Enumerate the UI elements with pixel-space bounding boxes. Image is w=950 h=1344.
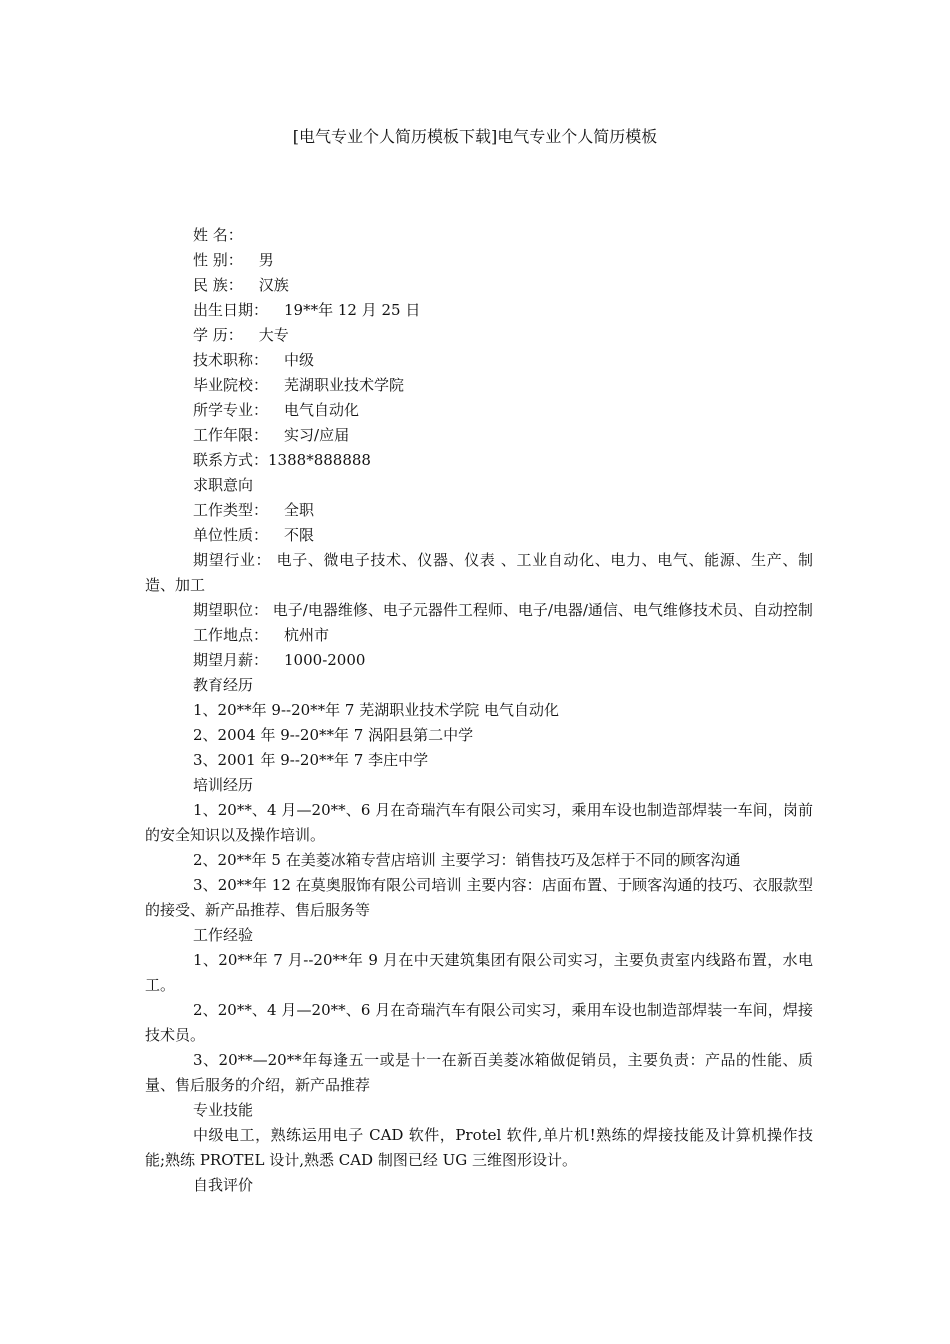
profile-row-title [145, 348, 813, 373]
section-heading-education: 教育经历 [193, 676, 254, 694]
intent-value: 1000-2000 [284, 651, 366, 669]
profile-row-school [145, 373, 813, 398]
skills-text: 中级电工，熟练运用电子 CAD 软件，Protel 软件,单片机!熟练的焊接技能及计算机操作技能;熟练 PROTEL 设计,熟悉 CAD 制图已经 UG 三维图形设计。 [145, 1126, 813, 1169]
profile-value: 电气自动化 [284, 401, 360, 419]
intent-row-job-type [145, 498, 813, 523]
intent-position: 期望职位： 电子/电器维修、电子元器件工程师、电子/电器/通信、电气维修技术员、自动控制 [193, 601, 813, 619]
profile-label: 性 别： [193, 251, 243, 269]
intent-industry: 期望行业： 电子、微电子技术、仪器、仪表 、工业自动化、电力、电气、能源、生产、制造、加工 [145, 551, 813, 594]
profile-label: 出生日期： [193, 301, 269, 319]
training-item: 3、20**年 12 在莫奥服饰有限公司培训 主要内容：店面布置、于顾客沟通的技巧、衣服款型的接受、新产品推荐、售后服务等 [145, 876, 813, 919]
profile-row-years [145, 423, 813, 448]
intent-row-location [145, 623, 813, 648]
education-item: 3、2001 年 9--20**年 7 李庄中学 [193, 751, 429, 769]
section-heading-training: 培训经历 [193, 776, 254, 794]
document-title: [电气专业个人简历模板下载]电气专业个人简历模板 [292, 127, 658, 146]
profile-label: 所学专业： [193, 401, 269, 419]
profile-value: 中级 [284, 351, 315, 369]
profile-value: 汉族 [258, 276, 289, 294]
section-heading-self-eval: 自我评价 [193, 1176, 254, 1194]
profile-label: 技术职称： [193, 351, 269, 369]
profile-row-gender [145, 248, 813, 273]
profile-row-ethnicity [145, 273, 813, 298]
profile-label: 学 历： [193, 326, 243, 344]
work-item: 2、20**、4 月—20**、6 月在奇瑞汽车有限公司实习，乘用车设也制造部焊装一车间，焊接技术员。 [145, 1001, 813, 1044]
profile-row-birthdate [145, 298, 813, 323]
profile-label: 毕业院校： [193, 376, 269, 394]
resume-body [145, 223, 813, 1198]
work-item: 1、20**年 7 月--20**年 9 月在中天建筑集团有限公司实习，主要负责室内线路布置，水电工。 [145, 951, 813, 994]
profile-row-name [145, 223, 813, 248]
profile-row-education-level [145, 323, 813, 348]
profile-value: 大专 [258, 326, 289, 344]
work-item: 3、20**—20**年每逢五一或是十一在新百美菱冰箱做促销员，主要负责：产品的性能、质量、售后服务的介绍，新产品推荐 [145, 1051, 813, 1094]
intent-label: 期望月薪： [193, 651, 269, 669]
profile-label: 联系方式： [193, 451, 269, 469]
intent-value: 全职 [284, 501, 315, 519]
profile-label: 姓 名： [193, 226, 243, 244]
profile-label: 工作年限： [193, 426, 269, 444]
profile-row-major [145, 398, 813, 423]
intent-row-unit-type [145, 523, 813, 548]
intent-value: 不限 [284, 526, 315, 544]
profile-value: 男 [258, 251, 274, 269]
intent-label: 单位性质： [193, 526, 269, 544]
intent-label: 工作地点： [193, 626, 269, 644]
education-item: 1、20**年 9--20**年 7 芜湖职业技术学院 电气自动化 [193, 701, 560, 719]
profile-value: 1388*888888 [268, 451, 371, 469]
education-item: 2、2004 年 9--20**年 7 涡阳县第二中学 [193, 726, 474, 744]
profile-label: 民 族： [193, 276, 243, 294]
section-heading-work: 工作经验 [193, 926, 254, 944]
intent-row-salary [145, 648, 813, 673]
profile-row-contact [145, 448, 813, 473]
section-heading-intent: 求职意向 [193, 476, 254, 494]
section-heading-skills: 专业技能 [193, 1101, 254, 1119]
training-item: 1、20**、4 月—20**、6 月在奇瑞汽车有限公司实习，乘用车设也制造部焊装一车间，岗前的安全知识以及操作培训。 [145, 801, 813, 844]
profile-value: 实习/应届 [284, 426, 350, 444]
intent-value: 杭州市 [284, 626, 330, 644]
profile-value: 芜湖职业技术学院 [284, 376, 405, 394]
intent-label: 工作类型： [193, 501, 269, 519]
training-item: 2、20**年 5 在美菱冰箱专营店培训 主要学习：销售技巧及怎样于不同的顾客沟通 [193, 851, 741, 869]
profile-value: 19**年 12 月 25 日 [284, 301, 421, 319]
